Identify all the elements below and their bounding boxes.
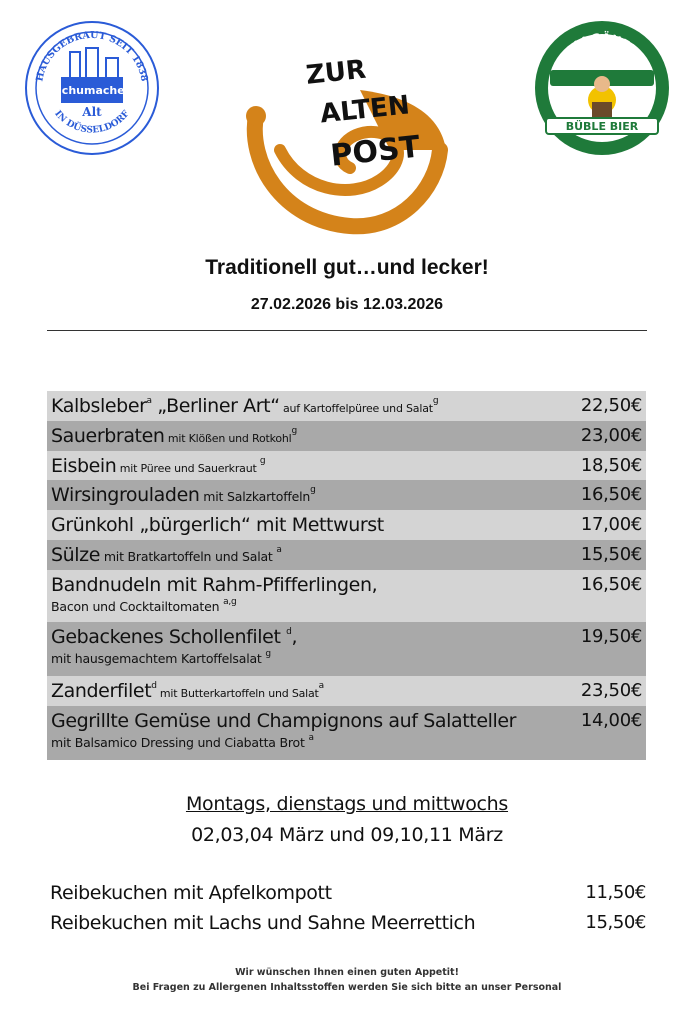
logo-word-post: POST xyxy=(328,129,422,174)
special-item-name: Reibekuchen mit Lachs und Sahne Meerrettich xyxy=(50,912,476,934)
divider xyxy=(47,330,647,331)
page-subtitle: Traditionell gut…und lecker! xyxy=(205,256,489,279)
footer-greeting: Wir wünschen Ihnen einen guten Appetit! xyxy=(235,967,459,978)
special-item xyxy=(50,912,646,934)
logo-brand-alt: Alt xyxy=(82,105,102,119)
menu-item: Gebackenes Schollenfilet $^d$, mit hausgemachtem Kartoffelsalat $^g$ 19,50€ xyxy=(47,622,646,676)
logo-word-zur: ZUR xyxy=(304,54,368,91)
special-item-price: 15,50€ xyxy=(585,912,646,933)
zur-alten-post-logo xyxy=(240,40,450,235)
menu-item: Gegrillte Gemüse und Champignons auf Salatteller mit Balsamico Dressing und Ciabatta Brot $^a$ 14,00€ xyxy=(47,706,646,760)
menu-item-price: 15,50€ xyxy=(580,544,642,565)
menu-item-price: 16,50€ xyxy=(580,484,642,505)
special-days-dates: 02,03,04 März und 09,10,11 März xyxy=(191,824,503,846)
allgaeuer-bueble-bier-logo xyxy=(532,18,672,158)
menu-item: Kalbsleber$^a$ „Berliner Art“ auf Kartoffelpüree und Salat$^g$ 22,50€ xyxy=(47,391,646,421)
menu-item-price: 16,50€ xyxy=(580,574,642,595)
menu-item-price: 22,50€ xyxy=(580,395,642,416)
special-item xyxy=(50,882,646,904)
menu-item-price: 14,00€ xyxy=(580,710,642,731)
schumacher-alt-logo xyxy=(22,18,162,158)
menu-item-price: 23,50€ xyxy=(580,680,642,701)
menu-item: Eisbein mit Püree und Sauerkraut $^g$ 18,50€ xyxy=(47,451,646,480)
menu-item-price: 19,50€ xyxy=(580,626,642,647)
logo-word-alten: ALTEN xyxy=(318,90,412,130)
menu-item: Sülze mit Bratkartoffeln und Salat $^a$ 15,50€ xyxy=(47,540,646,570)
menu-item-price: 17,00€ xyxy=(580,514,642,535)
logo-allgaeuer-text: ALLGÄUER xyxy=(563,30,641,59)
menu-item-price: 23,00€ xyxy=(580,425,642,446)
logo-brand-name: Schumacher xyxy=(53,84,131,97)
svg-text:HAUSGEBRAUT SEIT 1838 xyxy=(34,30,149,83)
special-item-name: Reibekuchen mit Apfelkompott xyxy=(50,882,332,904)
menu-item: Wirsingrouladen mit Salzkartoffeln$^g$ 16,50€ xyxy=(47,480,646,510)
menu-item: Sauerbraten mit Klößen und Rotkohl$^g$ 23,00€ xyxy=(47,421,646,451)
special-item-price: 11,50€ xyxy=(585,882,646,903)
footer-allergen-note: Bei Fragen zu Allergenen Inhaltsstoffen werden Sie sich bitte an unser Personal xyxy=(132,982,562,993)
special-days-title: Montags, dienstags und mittwochs xyxy=(185,793,509,815)
date-range: 27.02.2026 bis 12.03.2026 xyxy=(250,296,444,313)
menu-item: Grünkohl „bürgerlich“ mit Mettwurst 17,00€ xyxy=(47,510,646,540)
menu-item: Zanderfilet$^d$ mit Butterkartoffeln und Salat$^a$ 23,50€ xyxy=(47,676,646,706)
menu-list xyxy=(47,391,646,760)
logo-ring-bottom-text: IN DÜSSELDORF xyxy=(52,108,132,136)
logo-ring-top-text: HAUSGEBRAUT SEIT 1838 xyxy=(34,29,150,83)
menu-item-price: 18,50€ xyxy=(580,455,642,476)
menu-item: Bandnudeln mit Rahm-Pfifferlingen, Bacon und Cocktailtomaten $^{a,g}$ 16,50€ xyxy=(47,570,646,622)
logo-bueble-bier-text: BÜBLE BIER xyxy=(565,120,639,133)
